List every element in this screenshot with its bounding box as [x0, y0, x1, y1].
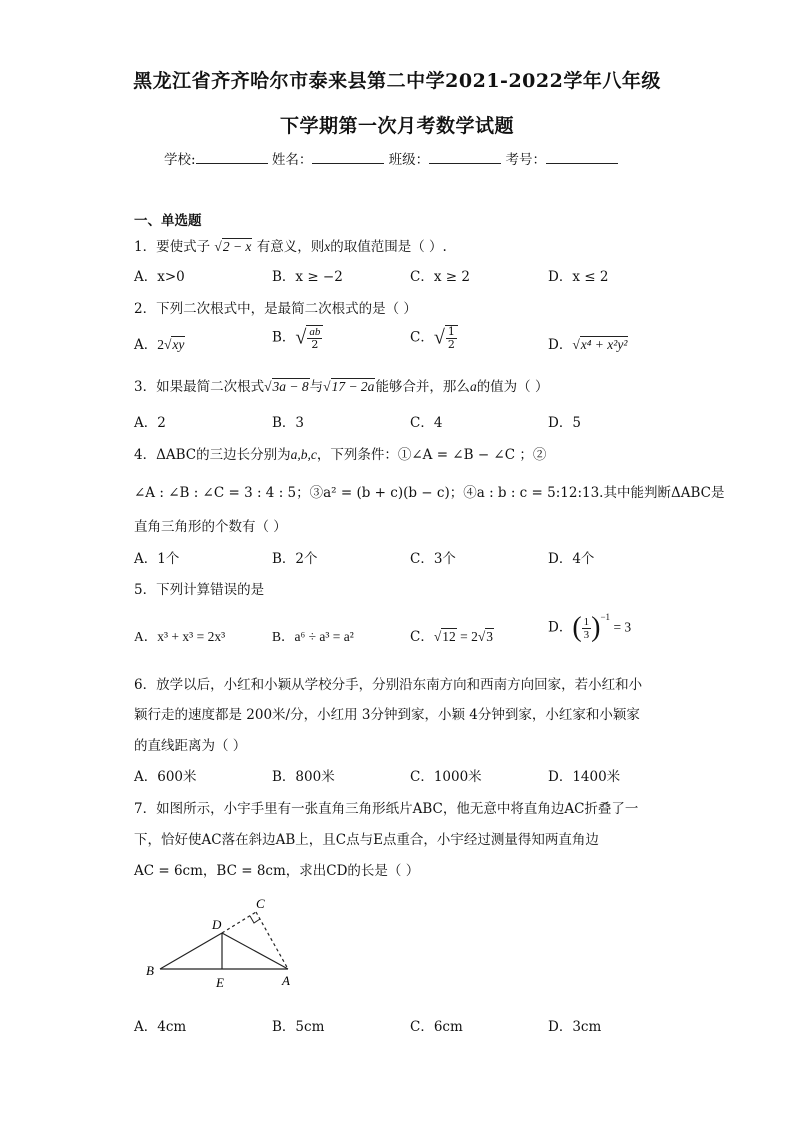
section-heading: 一、单选题 — [134, 213, 202, 229]
q7-option-a: A．4cm — [134, 1019, 187, 1035]
q6-option-b: B．800米 — [272, 769, 335, 785]
question-4-line-1 — [134, 443, 546, 463]
q1-option-a: A．x>0 — [134, 269, 185, 285]
q3-var-a: a — [469, 379, 477, 394]
q7-option-d: D．3cm — [548, 1019, 602, 1035]
question-6-line-2: 颖行走的速度都是 200米/分，小红用 3分钟到家，小颖 4分钟到家，小红家和小颖家 — [134, 707, 640, 723]
q3-option-d: D．5 — [548, 415, 581, 431]
segment-bd — [160, 933, 222, 969]
question-2: 2．下列二次根式中，是最简二次根式的是（ ） — [134, 301, 417, 317]
q6-option-a: A．600米 — [134, 769, 197, 785]
number-blank — [546, 151, 618, 164]
q3-text-a: 3．如果最简二次根式 — [134, 379, 265, 395]
question-3 — [134, 375, 548, 395]
q2-option-d: D．√x⁴ + x²y² — [548, 337, 628, 353]
q3-text-b: 与 — [309, 379, 324, 395]
class-blank — [429, 151, 501, 164]
question-1 — [134, 235, 447, 255]
q1-option-b: B．x ≥ −2 — [272, 269, 343, 285]
q4-option-b: B．2个 — [272, 551, 318, 567]
question-7-line-3: AC = 6cm，BC = 8cm，求出CD的长是（ ） — [134, 863, 420, 879]
q3-text-c: 能够合并，那么 — [375, 379, 470, 395]
q4-text-b: ，下列条件：①∠A = ∠B − ∠C ；② — [316, 447, 547, 463]
q3-radical-1: √3a − 8 — [264, 379, 309, 394]
name-blank — [312, 151, 384, 164]
question-4-line-2: ∠A : ∠B : ∠C = 3 : 4 : 5；③a² = (b + c)(b − c)；④a : b : c = 5:12:13.其中能判断ΔABC是 — [134, 485, 725, 501]
q2-option-c: C．√ $\frac{1}{2}$ — [410, 325, 458, 351]
q1-text-b: 有意义，则 — [256, 239, 325, 255]
q3-option-b: B．3 — [272, 415, 305, 431]
q7-option-c: C．6cm — [410, 1019, 463, 1035]
school-blank — [196, 151, 268, 164]
triangle-figure — [140, 895, 310, 995]
q1-option-d: D．x ≤ 2 — [548, 269, 609, 285]
q5-option-d: D．( $\frac{1}{3}$ )$^{-1}$ = 3 — [548, 612, 632, 643]
q4-option-d: D．4个 — [548, 551, 595, 567]
question-7-line-2: 下，恰好使AC落在斜边AB上，且C点与E点重合，小宇经过测量得知两直角边 — [134, 832, 599, 848]
q1-text-c: 的取值范围是（ ）. — [330, 239, 447, 255]
label-d: D — [212, 917, 222, 932]
q4-option-c: C．3个 — [410, 551, 456, 567]
q5-option-a: A．x³ + x³ = 2x³ — [134, 629, 226, 644]
question-5: 5．下列计算错误的是 — [134, 582, 265, 598]
number-label: 考号： — [505, 152, 546, 168]
q5-option-c-label: C． — [410, 629, 434, 645]
question-7-line-1: 7．如图所示，小宇手里有一张直角三角形纸片ABC，他无意中将直角边AC折叠了一 — [134, 801, 639, 817]
class-label: 班级： — [388, 152, 430, 168]
q2-option-b: B．√ $\frac{ab}{2}$ — [272, 325, 323, 351]
q3-option-c: C．4 — [410, 415, 443, 431]
question-6-line-1: 6．放学以后，小红和小颖从学校分手，分别沿东南方向和西南方向回家，若小红和小 — [134, 677, 643, 693]
q7-option-b: B．5cm — [272, 1019, 325, 1035]
q6-option-c: C．1000米 — [410, 769, 482, 785]
q1-text-a: 1．要使式子 — [134, 239, 211, 255]
q2-option-a: A．2√xy — [134, 337, 185, 353]
page-title-line-2: 下学期第一次月考数学试题 — [279, 115, 514, 137]
q4-text-a: 4．ΔABC的三边长分别为 — [134, 447, 291, 463]
q5-option-b: B．a⁶ ÷ a³ = a² — [272, 629, 354, 644]
school-label: 学校: — [164, 152, 196, 168]
q1-option-c: C．x ≥ 2 — [410, 269, 470, 285]
question-4-line-3: 直角三角形的个数有（ ） — [134, 519, 287, 535]
right-angle-mark — [250, 916, 260, 923]
label-e: E — [216, 975, 224, 990]
q4-sides: a,b,c — [290, 447, 317, 462]
student-info-line — [164, 148, 618, 168]
page-title-line-1: 黑龙江省齐齐哈尔市泰来县第二中学2021-2022学年八年级 — [133, 70, 661, 92]
q5-option-d-label: D． — [548, 619, 573, 636]
question-6-line-3: 的直线距离为（ ） — [134, 738, 247, 754]
q3-radical-2: √17 − 2a — [323, 379, 375, 394]
q4-option-a: A．1个 — [134, 551, 180, 567]
q5-option-c: C．√12 = 2√3 — [410, 629, 494, 645]
label-b: B — [146, 963, 154, 978]
label-a: A — [282, 973, 290, 988]
q6-option-d: D．1400米 — [548, 769, 621, 785]
segment-dc-dashed — [222, 912, 256, 933]
label-c: C — [256, 896, 265, 911]
q1-radical: √2 − x — [214, 239, 252, 254]
q1-var-x: x — [324, 239, 331, 254]
q3-text-d: 的值为（ ） — [476, 379, 549, 395]
name-label: 姓名： — [271, 152, 313, 168]
q3-option-a: A．2 — [134, 415, 166, 431]
